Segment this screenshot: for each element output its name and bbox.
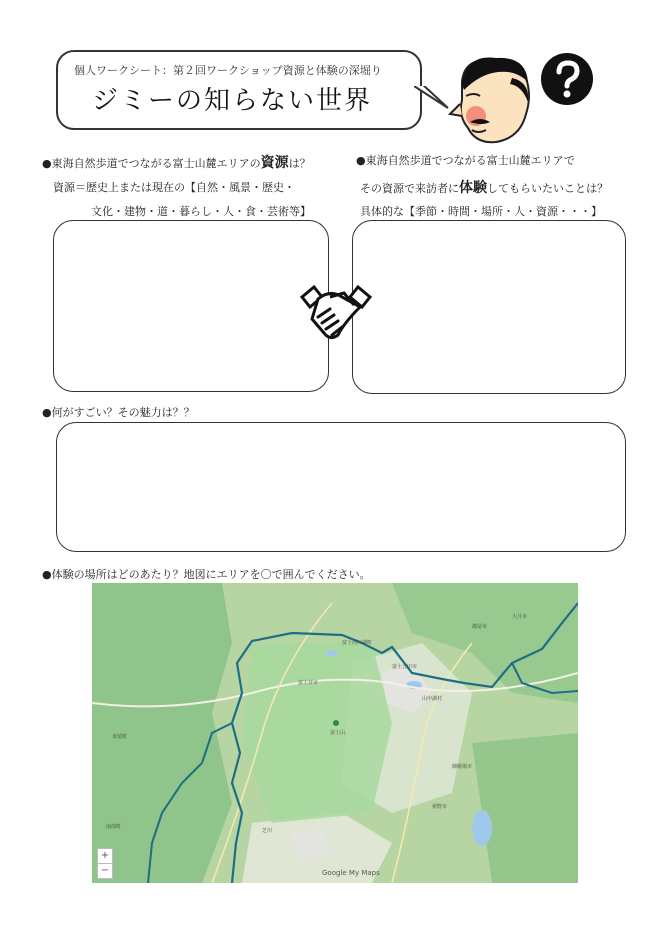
mustached-man-face-icon <box>440 52 540 147</box>
line-suffix: してもらいたいことは？ <box>487 182 608 195</box>
bullet: ● <box>42 157 52 170</box>
line-prefix: その資源で来訪者に <box>360 182 459 195</box>
experience-answer-box[interactable] <box>352 220 626 394</box>
section-experience-heading <box>356 152 575 168</box>
experience-question-line <box>360 177 608 197</box>
emphasis-experience: 体験 <box>459 180 487 196</box>
map-label: 富士宮市 <box>298 680 319 686</box>
resources-definition-line1: 資源＝歴史上または現在の【自然・風景・歴史・ <box>53 181 295 194</box>
map-label: 富士山 <box>330 730 346 736</box>
worksheet-title: ジミーの知らない世界 <box>92 86 373 116</box>
map-label: 南部町 <box>106 824 122 830</box>
map-label: 都留市 <box>472 624 488 630</box>
heading-suffix: は？ <box>288 157 311 170</box>
map-label: 芝川 <box>262 828 273 834</box>
worksheet-subtitle: 個人ワークシート：第２回ワークショップ資源と体験の深堀り <box>74 64 382 77</box>
map-label: 大月市 <box>512 614 528 620</box>
bullet: ● <box>42 568 52 581</box>
map-brand-label: Google My Maps <box>322 869 380 877</box>
map-label: 富士河口湖町 <box>342 640 373 646</box>
question-mark-icon <box>540 52 594 106</box>
map-label: 山中湖村 <box>422 696 443 702</box>
section-resources-heading <box>42 152 311 172</box>
title-speech-bubble <box>56 50 422 130</box>
zoom-out-button[interactable]: − <box>97 863 113 879</box>
map-label: 身延町 <box>112 734 128 740</box>
resources-answer-box[interactable] <box>53 220 329 392</box>
appeal-answer-box[interactable] <box>56 422 626 552</box>
emphasis-resources: 資源 <box>260 155 289 171</box>
experience-details-line: 具体的な【季節・時間・場所・人・資源・・・】 <box>360 205 602 218</box>
map-label: 富士吉田市 <box>392 664 418 670</box>
section-location-heading <box>42 566 371 582</box>
bullet: ● <box>356 154 366 167</box>
heading-text: 東海自然歩道でつながる富士山麓エリアで <box>365 154 575 167</box>
heading-text: 東海自然歩道でつながる富士山麓エリアの <box>51 157 261 170</box>
map-label: 御殿場市 <box>452 764 473 770</box>
resources-definition-line2: 文化・建物・道・暮らし・人・食・芸術等】 <box>91 205 311 218</box>
bullet: ● <box>42 406 52 419</box>
area-map[interactable] <box>92 583 578 883</box>
heading-text: 体験の場所はどのあたり？地図にエリアを〇で囲んでください。 <box>51 568 371 581</box>
zoom-in-button[interactable]: + <box>97 848 113 864</box>
section-appeal-heading <box>42 404 195 420</box>
heading-text: 何がすごい？その魅力は？？ <box>51 406 195 419</box>
handshake-icon <box>300 283 372 345</box>
map-label: 裾野市 <box>432 804 448 810</box>
